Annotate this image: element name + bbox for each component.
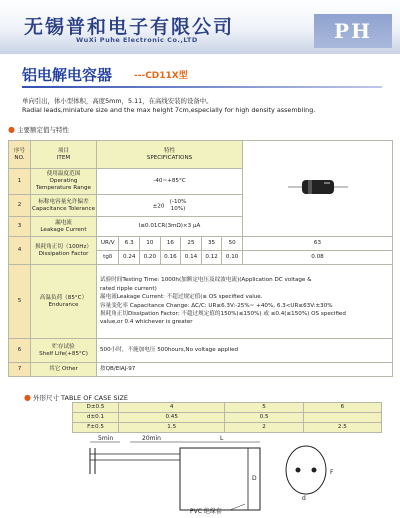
case-row-dd: d±0.1 0.45 0.5 (73, 413, 382, 423)
dim-l-label: L (220, 435, 224, 442)
spec-row-1: 1 使用温度范围 Operating Temperature Range -40~+85°C (9, 169, 393, 195)
product-model: ---CD11X型 (134, 71, 188, 81)
dim-f-label: F (330, 469, 334, 476)
capacitor-image-cell (243, 141, 393, 237)
dimension-diagram (80, 434, 350, 514)
dim-5min-label: 5min (98, 435, 114, 442)
spec-table-head (9, 141, 393, 169)
head-no: 序号 NO. (9, 141, 31, 169)
spec-row-3: 3 漏电流 Leakage Current I≤0.01CR(3mΩ)×3 μA (9, 217, 393, 237)
head-spec: 特性 SPECIFICATIONS (97, 141, 243, 169)
pvc-sleeve-label: PVC 绝缘套 (190, 508, 222, 514)
company-logo (314, 14, 392, 48)
description-cn: 单向引出，体小型体积，高度5mm，5.11，在高线安装的设备中。 (22, 97, 213, 105)
dim-20min-label: 20min (142, 435, 161, 442)
dim-dd-label: d (302, 495, 306, 502)
company-name-en: WuXi Puhe Electronic Co.,LTD (76, 36, 198, 44)
company-header (0, 0, 400, 54)
spec-row-7: 7 其它 Other 按QB/EIAJ-97 (9, 363, 393, 377)
end-view-outline (286, 446, 326, 494)
head-item: 项目 ITEM (31, 141, 97, 169)
company-name-cn: 无锡普和电子有限公司 (24, 16, 235, 38)
description-en: Radial leads,miniature size and the max height 7cm,especially for high density assembling. (22, 106, 316, 114)
spec-table (8, 140, 393, 377)
title-underline (22, 86, 382, 88)
spec-row-2: 2 标称电容量允许偏差 Capacitance Tolerance ±20 (-10% 10%) (9, 195, 393, 217)
case-row-d: D±0.5 4 5 6 (73, 403, 382, 413)
bullet-icon: ● (24, 393, 31, 402)
case-row-f: F±0.5 1.5 2 2.5 (73, 423, 382, 433)
section-case-title: ● 外形尺寸 TABLE OF CASE SIZE (24, 393, 129, 402)
bullet-icon: ● (8, 125, 15, 134)
case-size-table (72, 402, 382, 433)
product-title-main: 铝电解电容器 (22, 66, 113, 84)
dim-d-label: D (252, 475, 257, 482)
spec-row-4-tg: tgδ 0.24 0.20 0.16 0.14 0.12 0.10 0.08 (9, 251, 393, 265)
spec-row-5: 5 高温负荷（85°C） Endurance 试验时间Testing Time: 1000h(加额定电压及纹波电流)(Application DC voltage & rated ripple current) 漏电流Leakage Current: 不超过规定值(≤ OS specified value. 容量变化率 Capacitance Change: ΔC/C: UR≤6.3V:-25%~ +40%, 6.3<UR≤63V:±30% 损耗角正切Dissipation Factor: 不超过规定值的150%(≤150%) 或 ≤0.4(≤150%) OS specified value,or 0.4 whichever is greater (9, 265, 393, 339)
spec-row-4-voltages: 4 损耗角正切（100Hz） Dissipation Factor UR/V 6.3 10 16 25 35 50 63 (9, 237, 393, 251)
section-spec-title: ● 主要额定值与特性 (8, 125, 69, 134)
capacitor-photo-icon (288, 177, 348, 197)
logo-text: PH (334, 19, 372, 43)
spec-row-6: 6 贮存试验 Shelf Life(+85°C) 500小时，不施加电压 500hours,No voltage applied (9, 339, 393, 363)
